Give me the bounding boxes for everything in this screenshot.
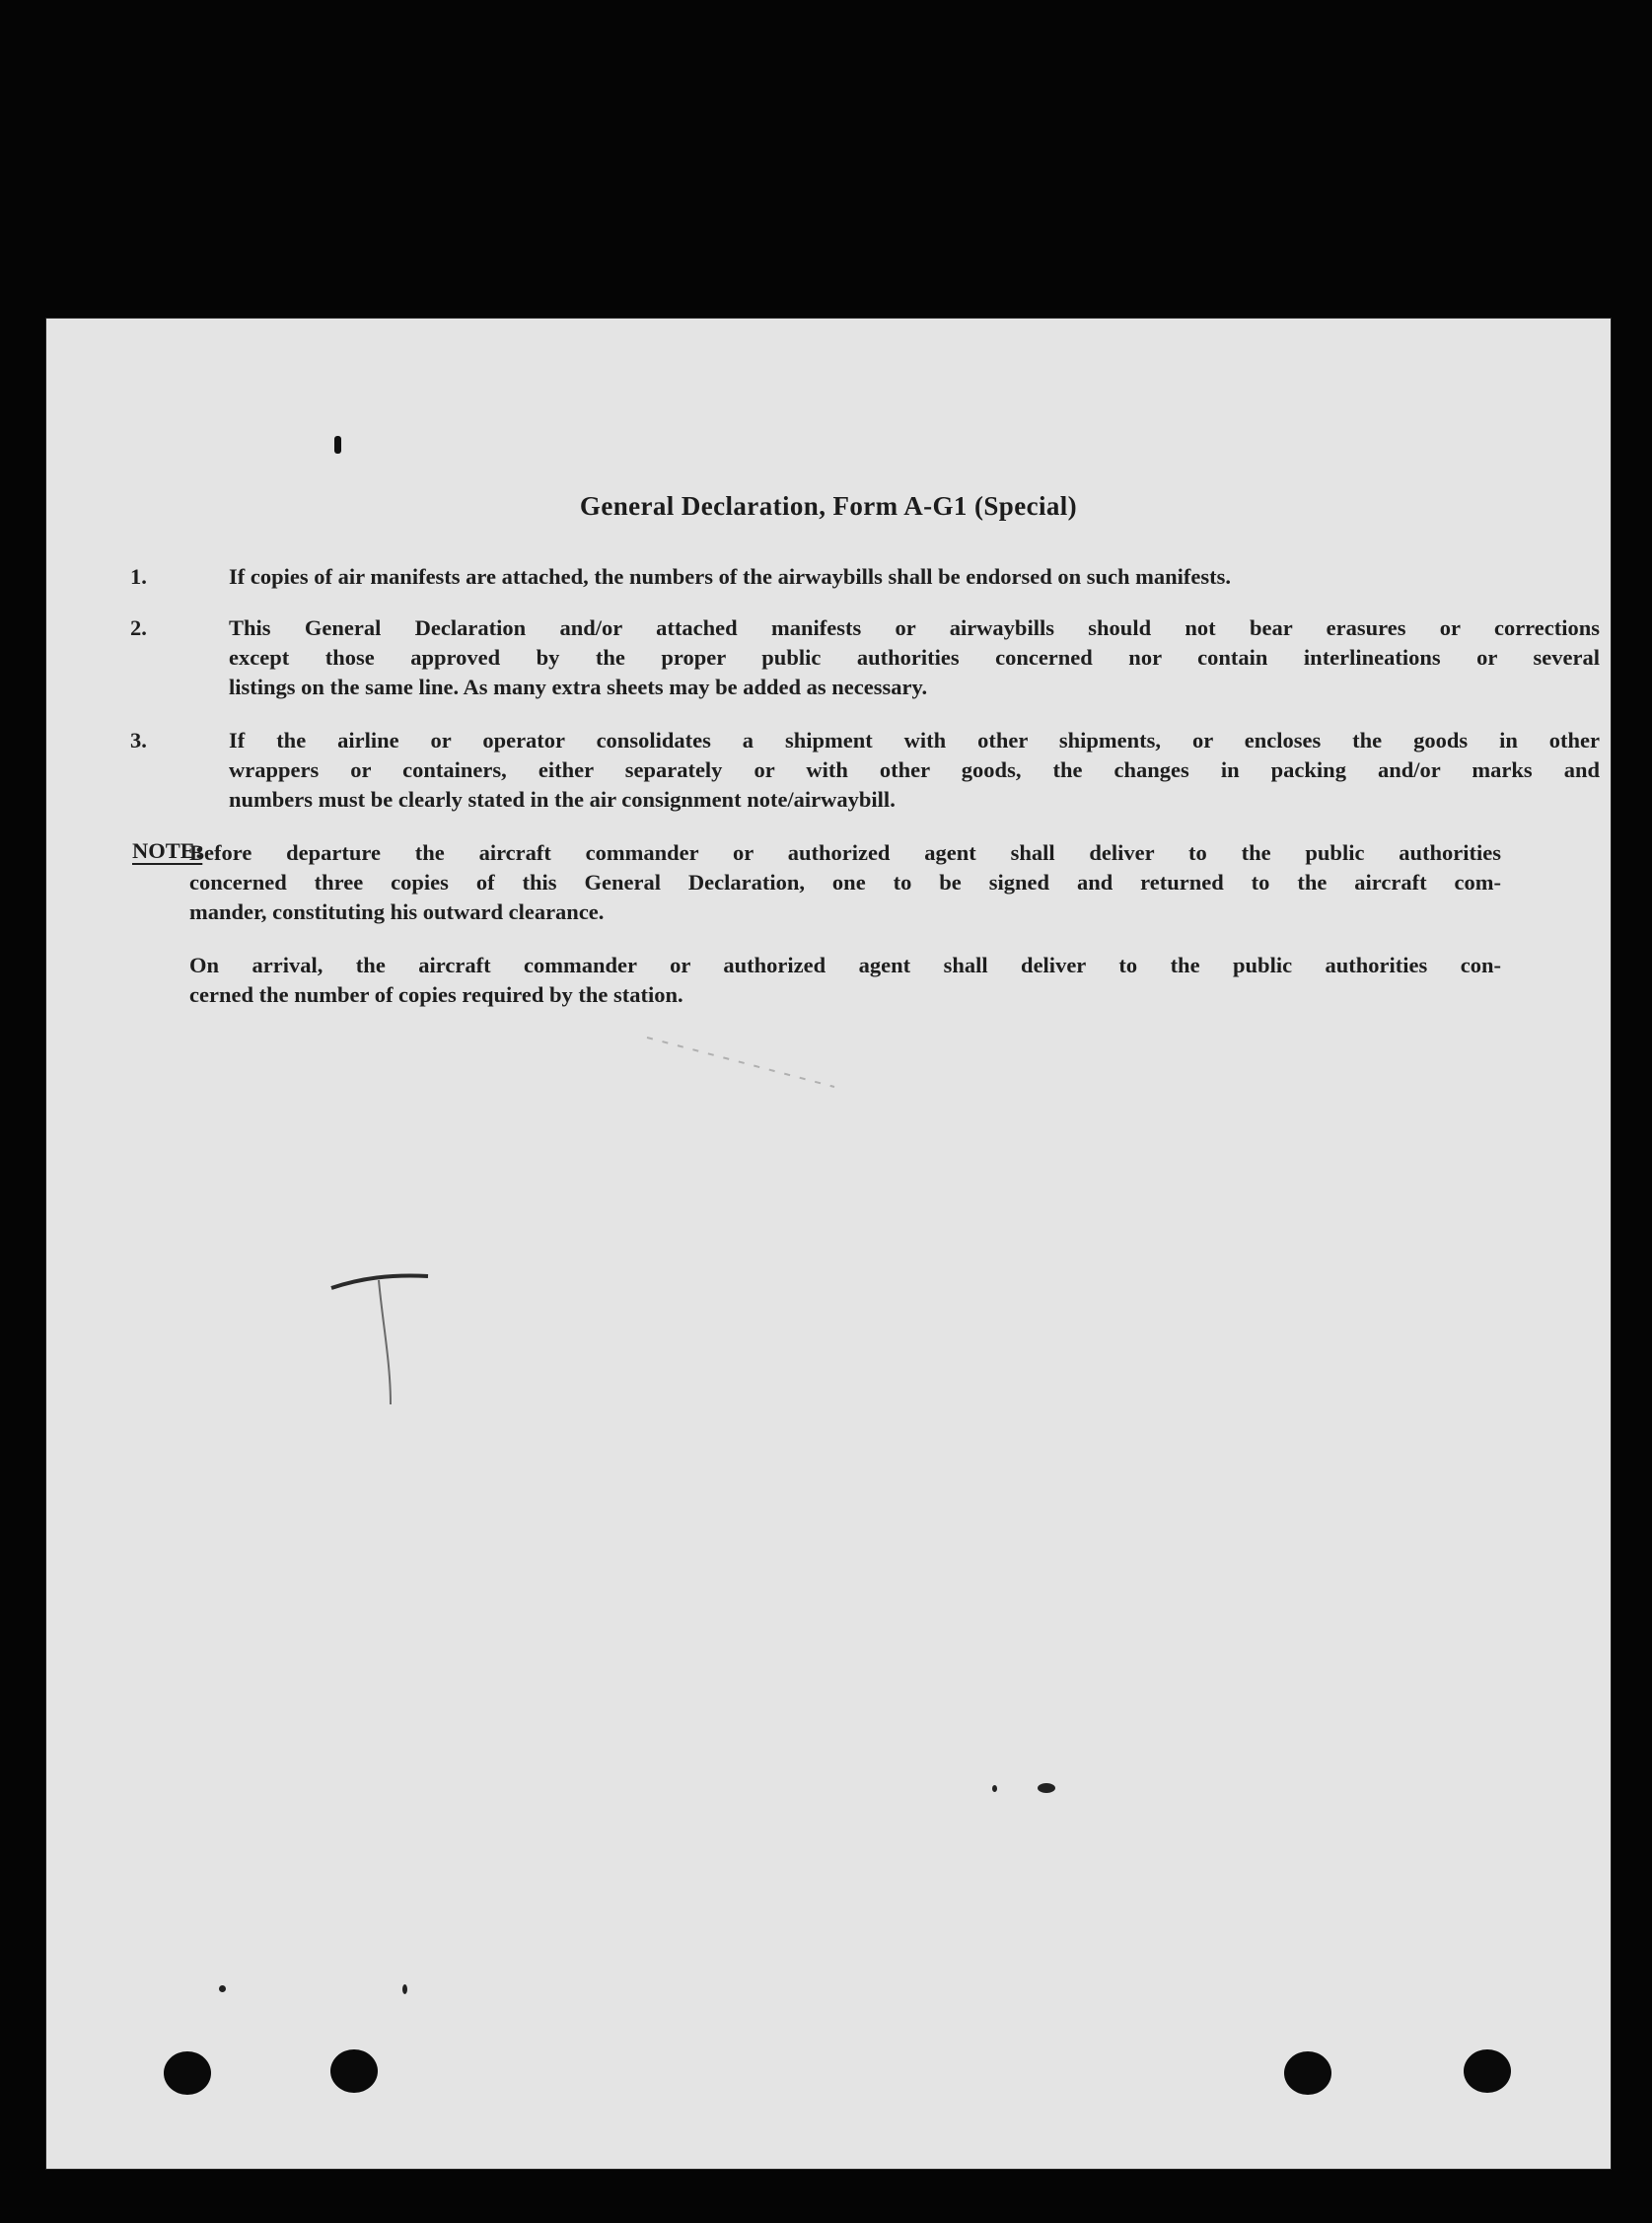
item-text-line: If copies of air manifests are attached, the numbers of the airwaybills shall be endorsed on such manifests. — [229, 564, 1232, 589]
note-text-line: cerned the number of copies required by the station. — [189, 982, 683, 1007]
item-text-line: If the airline or operator consolidates a shipment with other shipments, or encloses the goods in other — [229, 728, 1600, 753]
list-item-3 — [130, 726, 1602, 815]
item-number: 2. — [130, 615, 147, 640]
note-text-line: On arrival, the aircraft commander or authorized agent shall deliver to the public authorities con- — [189, 953, 1501, 977]
note-label: NOTE: — [132, 838, 203, 863]
punch-hole — [164, 2051, 211, 2095]
item-number: 3. — [130, 728, 147, 753]
punch-hole — [1284, 2051, 1331, 2095]
list-item-1 — [130, 562, 1602, 592]
note-paragraph-2 — [189, 951, 1602, 1010]
item-text-line: numbers must be clearly stated in the air consignment note/airwaybill. — [229, 787, 896, 812]
item-text-line: This General Declaration and/or attached manifests or airwaybills should not bear erasures or corrections — [229, 615, 1600, 640]
document-title: General Declaration, Form A-G1 (Special) — [579, 491, 1078, 521]
note-text-line: mander, constituting his outward clearance. — [189, 899, 605, 924]
item-text-line: wrappers or containers, either separately or with other goods, the changes in packing and/or marks and — [229, 757, 1600, 782]
ink-mark — [334, 436, 341, 454]
faint-marks — [637, 1028, 854, 1097]
punch-hole — [330, 2049, 378, 2093]
note-paragraph-1 — [189, 838, 1602, 927]
note-text-line: Before departure the aircraft commander or authorized agent shall deliver to the public authorities — [189, 840, 1501, 865]
list-item-2 — [130, 613, 1602, 702]
ink-speck — [219, 1985, 226, 1992]
item-text-line: except those approved by the proper public authorities concerned nor contain interlineations or several — [229, 645, 1600, 670]
ink-speck — [1038, 1783, 1055, 1793]
punch-hole — [1464, 2049, 1511, 2093]
ink-scribble — [322, 1264, 440, 1422]
document-page — [45, 318, 1612, 2170]
ink-speck — [992, 1785, 997, 1792]
item-number: 1. — [130, 564, 147, 589]
ink-speck — [402, 1984, 407, 1994]
item-text-line: listings on the same line. As many extra sheets may be added as necessary. — [229, 675, 928, 699]
note-text-line: concerned three copies of this General Declaration, one to be signed and returned to the aircraft com- — [189, 870, 1501, 895]
